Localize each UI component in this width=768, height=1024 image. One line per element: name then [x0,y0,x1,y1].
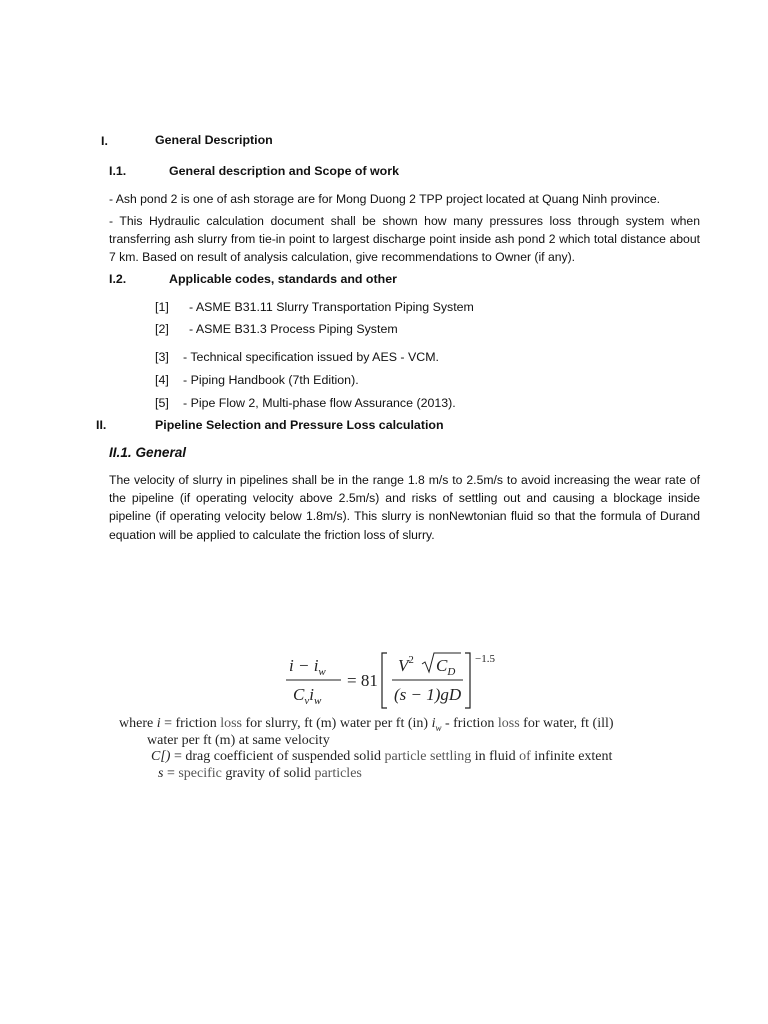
section-1-2-title: Applicable codes, standards and other [169,272,397,286]
ref-5-text: - Pipe Flow 2, Multi-phase flow Assurance (2013). [183,396,456,410]
section-1-2-number: I.2. [109,272,127,286]
ref-4-number: [4] [155,373,169,387]
eq-lhs-numerator: $i - i_w$ [289,656,326,678]
durand-equation [283,647,543,717]
where-line-2: water per ft (m) at same velocity [147,733,330,748]
where-line-3: C[) = drag coefficient of suspended solid particle settling in fluid of infinite extent [151,749,613,764]
section-1-1-title: General description and Scope of work [169,164,399,178]
ref-3-text: - Technical specification issued by AES - VCM. [183,350,439,364]
ref-2-text: - ASME B31.3 Process Piping System [189,322,398,336]
paragraph-ash-pond: - Ash pond 2 is one of ash storage are for Mong Duong 2 TPP project located at Quang Ninh province. [109,192,661,206]
eq-left-bracket [382,653,387,708]
eq-rhs-numerator: $V^2$ [398,654,414,675]
paragraph-hydraulic-calc: - This Hydraulic calculation document shall be shown how many pressures loss through system when transferring ash slurry from tie-in point to largest discharge point inside ash pond 2 which total distance about 7 km. Based on result of analysis calculation, give recommendations to Owner (if any). [109,214,700,265]
section-2-number: II. [96,418,107,432]
eq-rhs-cd: $C_D$ [436,656,456,678]
section-1-1-number: I.1. [109,164,127,178]
ref-3-number: [3] [155,350,169,364]
ref-4-text: - Piping Handbook (7th Edition). [183,373,359,387]
where-line-4: s = specific gravity of solid particles [158,766,362,781]
eq-rhs-denominator: (s − 1)gD [394,685,462,704]
section-2-title: Pipeline Selection and Pressure Loss calculation [155,418,444,432]
ref-1-number: [1] [155,300,169,314]
eq-right-bracket [465,653,470,708]
ref-1-text: - ASME B31.11 Slurry Transportation Piping System [189,300,474,314]
ref-2-number: [2] [155,322,169,336]
eq-lhs-denominator: $C_vi_w$ [293,685,322,707]
where-line-1: where i = friction loss for slurry, ft (m) water per ft (in) $i_w$ - friction loss for water, ft (ill) [119,716,614,733]
eq-equals-81: = 81 [347,671,378,690]
eq-exponent: −1.5 [475,653,495,665]
section-2-1-title: II.1. General [109,445,187,460]
section-1-title: General Description [155,133,273,147]
ref-5-number: [5] [155,396,169,410]
section-1-number: I. [101,134,108,148]
paragraph-velocity: The velocity of slurry in pipelines shall be in the range 1.8 m/s to 2.5m/s to avoid increasing the wear rate of the pipeline (if operating velocity above 2.5m/s) and risks of settling out and causing a blockage inside pipeline (if operating velocity below 1.8m/s). This slurry is nonNewtonian fluid so that the formula of Durand equation will be applied to calculate the friction loss of slurry. [109,473,700,542]
